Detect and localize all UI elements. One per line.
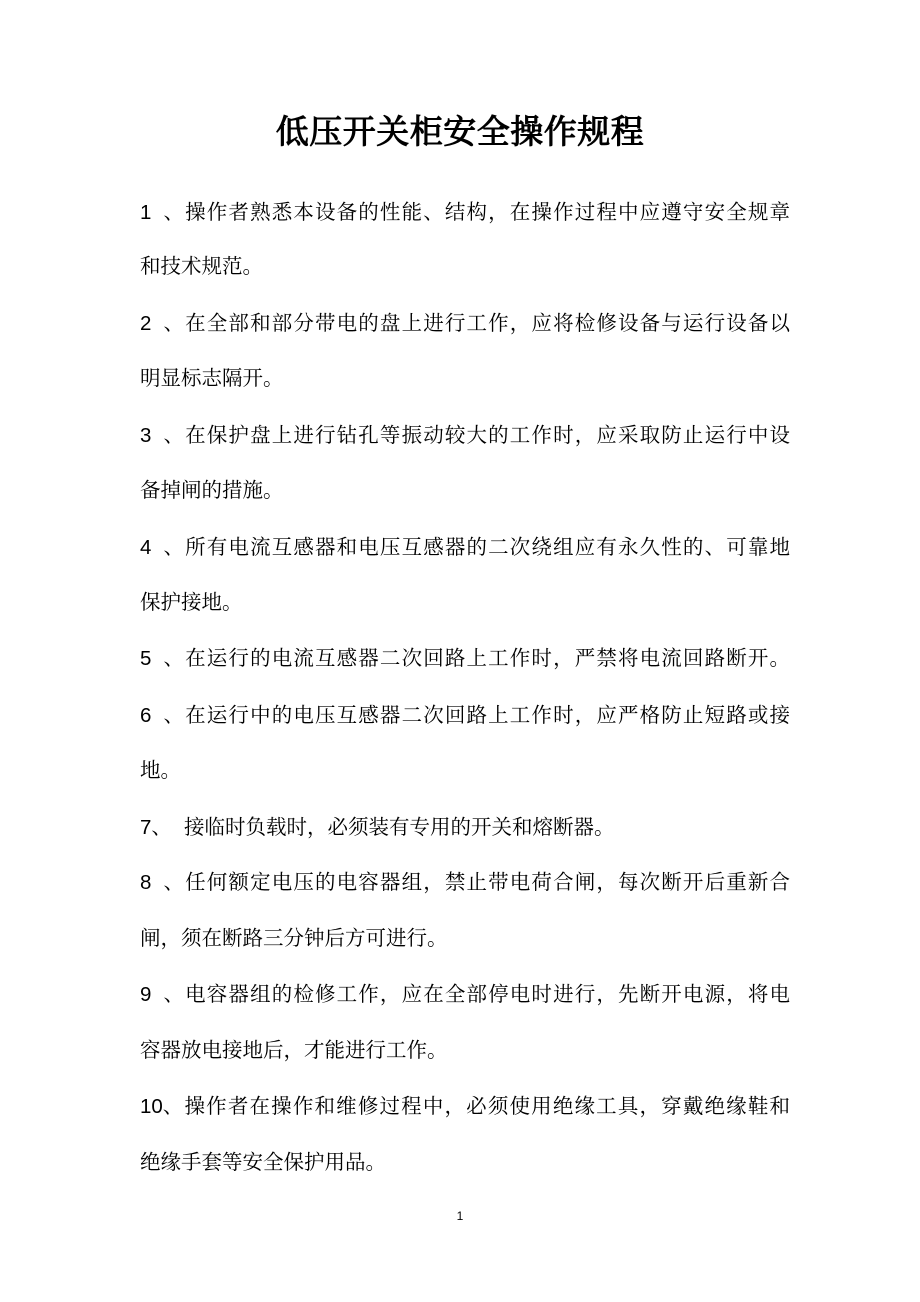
list-item-3-line-1 (140, 415, 790, 455)
page-title: 低压开关柜安全操作规程 (275, 112, 645, 151)
item-text: 在运行中的电压互感器二次回路上工作时，应严格防止短路或接 (184, 703, 790, 727)
item-number: 8、 (140, 871, 184, 894)
item-number: 7、 (140, 816, 172, 839)
list-item-1-line-2: 和技术规范。 (140, 254, 263, 278)
item-number: 3、 (140, 424, 184, 447)
item-number: 6、 (140, 704, 184, 727)
list-item-4-line-1 (140, 527, 790, 567)
list-item-7-line-1 (140, 807, 790, 847)
item-text: 操作者熟悉本设备的性能、结构，在操作过程中应遵守安全规章 (184, 200, 790, 224)
item-text: 在保护盘上进行钻孔等振动较大的工作时，应采取防止运行中设 (184, 423, 790, 447)
list-item-4-line-2: 保护接地。 (140, 590, 243, 614)
list-item-6-line-2: 地。 (140, 758, 181, 782)
item-text: 接临时负载时，必须装有专用的开关和熔断器。 (184, 815, 615, 839)
item-text: 操作者在操作和维修过程中，必须使用绝缘工具，穿戴绝缘鞋和 (183, 1094, 790, 1118)
item-number: 2、 (140, 312, 184, 335)
item-number: 9、 (140, 983, 184, 1006)
list-item-8-line-2: 闸，须在断路三分钟后方可进行。 (140, 926, 448, 950)
list-item-10-line-1 (140, 1086, 790, 1126)
item-number: 5、 (140, 647, 184, 670)
list-item-9-line-2: 容器放电接地后，才能进行工作。 (140, 1038, 448, 1062)
list-item-5-line-1 (140, 638, 790, 678)
item-number: 4、 (140, 536, 184, 559)
item-number: 1、 (140, 201, 184, 224)
page-number: 1 (456, 1209, 464, 1223)
list-item-2-line-1 (140, 303, 790, 343)
list-item-1-line-1 (140, 192, 790, 232)
item-text: 在全部和部分带电的盘上进行工作，应将检修设备与运行设备以 (184, 311, 790, 335)
item-text: 在运行的电流互感器二次回路上工作时，严禁将电流回路断开。 (184, 646, 790, 670)
item-number: 10、 (140, 1095, 184, 1118)
list-item-8-line-1 (140, 862, 790, 902)
list-item-2-line-2: 明显标志隔开。 (140, 366, 284, 390)
list-item-9-line-1 (140, 974, 790, 1014)
list-item-6-line-1 (140, 695, 790, 735)
item-text: 所有电流互感器和电压互感器的二次绕组应有永久性的、可靠地 (184, 535, 790, 559)
list-item-3-line-2: 备掉闸的措施。 (140, 478, 284, 502)
item-text: 任何额定电压的电容器组，禁止带电荷合闸，每次断开后重新合 (184, 870, 790, 894)
item-text: 电容器组的检修工作，应在全部停电时进行，先断开电源，将电 (184, 982, 790, 1006)
list-item-10-line-2: 绝缘手套等安全保护用品。 (140, 1150, 386, 1174)
